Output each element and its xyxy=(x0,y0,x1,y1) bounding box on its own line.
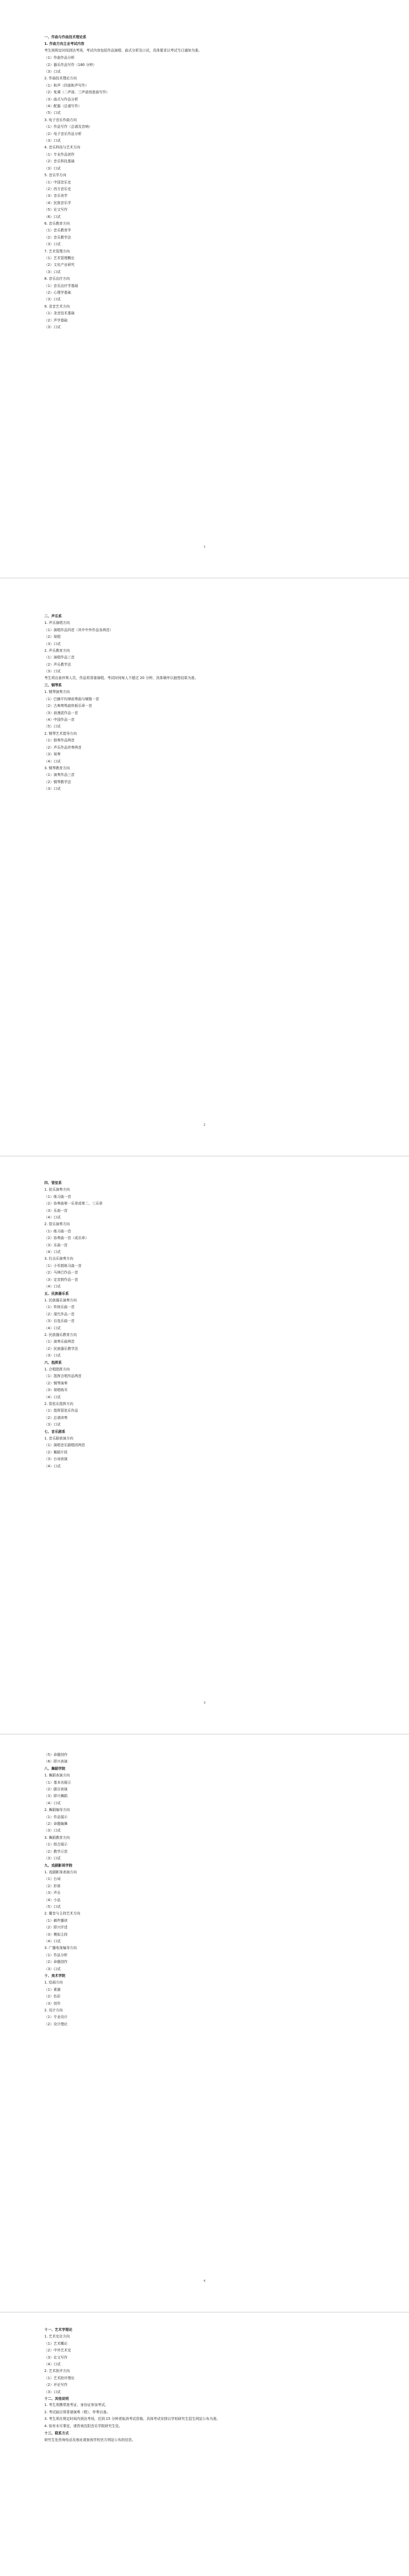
text-line: （3）口试 xyxy=(44,242,61,247)
page-number: 4 xyxy=(203,2279,206,2283)
text-line: （2）钢琴演奏 xyxy=(44,1381,68,1385)
text-line: （1）艺术管理概论 xyxy=(44,256,75,260)
text-line: （2）复调（二声部、三声部创意曲写作） xyxy=(44,90,110,95)
text-line: （1）音乐治疗学基础 xyxy=(44,283,78,288)
text-line: 2. 民族器乐教育方向 xyxy=(44,1332,77,1337)
text-line: （1）中国音乐史 xyxy=(44,180,71,184)
section-heading: 九、戏剧影视学院 xyxy=(44,1863,73,1868)
text-line: （3）口试 xyxy=(44,2389,61,2394)
text-line: （4）口试 xyxy=(44,1801,61,1805)
text-line: 1. 舞蹈表演方向 xyxy=(44,1773,70,1778)
text-line: （3）浪漫派作品一首 xyxy=(44,710,78,715)
text-line: （3）即兴舞蹈 xyxy=(44,1794,68,1799)
text-line: （4）口试 xyxy=(44,1284,61,1289)
text-line: （2）声乐作品伴奏两首 xyxy=(44,745,82,750)
text-line: 1. 音乐剧表演方向 xyxy=(44,1436,74,1441)
section-heading: 一、作曲与作曲技术理论系 xyxy=(44,35,87,39)
text-line: （4）中国作品一首 xyxy=(44,718,75,722)
text-line: 2. 舞蹈编导方向 xyxy=(44,1808,70,1812)
section-heading: 六、指挥系 xyxy=(44,1360,62,1365)
text-line: （1）演唱作品四首（其中中外作品各两首） xyxy=(44,628,113,632)
text-line: （4）口试 xyxy=(44,1395,61,1399)
page-content xyxy=(44,613,333,793)
text-line: 3. 钢琴教育方向 xyxy=(44,766,70,770)
text-line: （2）音乐教学法 xyxy=(44,235,71,240)
text-line: 2. 艺术批评方向 xyxy=(44,2369,70,2374)
text-line: 3. 打击乐演奏方向 xyxy=(44,1257,74,1261)
section-heading: 三、钢琴系 xyxy=(44,683,62,688)
text-line: （3）口试 xyxy=(44,166,61,171)
text-line: （2）电子音乐作品分析 xyxy=(44,131,82,136)
section-heading: 十一、艺术学理论 xyxy=(44,2328,73,2332)
section-heading: 四、管弦系 xyxy=(44,1181,62,1185)
text-line: （3）视奏 xyxy=(44,752,61,757)
text-line: （1）作品写作（总谱及音响） xyxy=(44,125,92,129)
text-line: （2）协奏曲第一乐章或第二、三乐章 xyxy=(44,1201,103,1206)
text-line: （1）专业作品创作 xyxy=(44,152,75,157)
text-line: （2）西方音乐史 xyxy=(44,187,71,191)
text-line: （3）口试 xyxy=(44,1967,61,1971)
text-line: （2）总谱读奏 xyxy=(44,1415,68,1420)
text-line: （3）自选乐曲一首 xyxy=(44,1319,75,1324)
text-line: （5）口试 xyxy=(44,111,61,115)
text-line: （2）协奏曲一首（或乐章） xyxy=(44,1236,89,1241)
text-line: 7. 艺术管理方向 xyxy=(44,249,70,253)
text-line: （6）即兴表演 xyxy=(44,1759,68,1764)
text-line: （2）剧目表演 xyxy=(44,1787,68,1792)
section-heading: 十、美术学院 xyxy=(44,1974,65,1978)
page-divider xyxy=(0,1734,409,1735)
text-line: （3）声乐 xyxy=(44,1891,61,1895)
text-line: （2）钢琴教学法 xyxy=(44,779,71,784)
text-line: （2）马林巴作品一首 xyxy=(44,1270,78,1275)
text-line: （1）指挥合唱作品两首 xyxy=(44,1374,82,1379)
text-line: （1）演奏乐曲两首 xyxy=(44,1340,75,1344)
text-line: 2. 设计方向 xyxy=(44,2008,63,2013)
text-line: （1）作品展示 xyxy=(44,1815,68,1819)
section-heading: 1. 作曲方向主业考试内容 xyxy=(44,42,84,46)
text-line: （2）设计理论 xyxy=(44,2022,68,2026)
text-line: （2）视唱 xyxy=(44,635,61,639)
text-line: （3）口试 xyxy=(44,70,61,74)
text-line: （1）录音技术基础 xyxy=(44,311,75,316)
text-line: （3）口试 xyxy=(44,139,61,143)
text-line: （2）评论写作 xyxy=(44,2383,68,2387)
text-line: （3）口试 xyxy=(44,787,61,791)
text-line: 2. 作曲技术理论方向 xyxy=(44,76,77,81)
text-line: （3）口试 xyxy=(44,641,61,646)
text-line: （3）视唱练耳 xyxy=(44,1388,68,1393)
text-line: （3）乐曲一首 xyxy=(44,1243,68,1247)
page-content xyxy=(44,34,333,331)
text-line: （3）口试 xyxy=(44,325,61,330)
text-line: （1）专业设计 xyxy=(44,2015,68,2020)
text-line: 1. 声乐演唱方向 xyxy=(44,621,70,625)
text-line: （1）音乐教育学 xyxy=(44,228,71,233)
text-line: （1）演奏作品三首 xyxy=(44,773,75,777)
text-line: 考生须自备伴奏人员，作品须背谱演唱。考试时间每人不超过 20 分钟，具体顺序以抽签结果为准。 xyxy=(44,675,198,680)
text-line: 2. 管乐演奏方向 xyxy=(44,1222,70,1227)
text-line: （4）口试 xyxy=(44,1464,61,1468)
text-line: （1）指挥管弦乐作品 xyxy=(44,1409,78,1413)
text-line: （1）台词 xyxy=(44,1877,61,1882)
text-line: （5）论文写作 xyxy=(44,208,68,212)
text-line: （2）教学示范 xyxy=(44,1849,68,1854)
text-line: （1）独奏作品两首 xyxy=(44,738,75,743)
text-line: 4. 如有未尽事宜，请咨询沈阳音乐学院研究生处。 xyxy=(44,2424,123,2428)
text-line: （3）口试 xyxy=(44,1353,61,1358)
text-line: （1）小军鼓练习曲一首 xyxy=(44,1263,82,1268)
text-line: 4. 音乐科技与艺术方向 xyxy=(44,145,80,150)
text-line: （2）心理学基础 xyxy=(44,291,71,295)
text-line: （1）演唱作品三首 xyxy=(44,655,75,660)
text-line: 1. 民族器乐演奏方向 xyxy=(44,1298,77,1302)
text-line: （2）形体 xyxy=(44,1884,61,1888)
text-line: 2. 钢琴艺术指导方向 xyxy=(44,731,77,736)
text-line: （1）艺术概论 xyxy=(44,2341,68,2346)
section-heading: 五、民族器乐系 xyxy=(44,1291,69,1296)
text-line: 1. 合唱指挥方向 xyxy=(44,1367,70,1371)
text-line: （1）基本功展示 xyxy=(44,1780,71,1785)
text-line: （1）巴赫平均律前奏曲与赋格一首 xyxy=(44,697,99,701)
text-line: 3. 电子音乐作曲方向 xyxy=(44,117,77,122)
text-line: 3. 舞蹈教育方向 xyxy=(44,1835,70,1840)
text-line: （3）口试 xyxy=(44,1856,61,1861)
text-line: （4）民族音乐学 xyxy=(44,200,71,205)
text-line: （2）现代作品一首 xyxy=(44,1312,75,1316)
text-line: （2）器乐作品写作（180 分钟） xyxy=(44,62,97,67)
text-line: （3）口试 xyxy=(44,269,61,274)
text-line: 2. 播音与主持艺术方向 xyxy=(44,1911,80,1916)
text-line: （3）模拟主持 xyxy=(44,1932,68,1937)
text-line: （2）即兴评述 xyxy=(44,1925,68,1930)
text-line: 5. 音乐学方向 xyxy=(44,173,66,178)
text-line: （4）口试 xyxy=(44,2362,61,2367)
text-line: （2）声学基础 xyxy=(44,318,68,323)
page-content xyxy=(44,1752,333,2028)
section-heading: 十三、联系方式 xyxy=(44,2431,69,2436)
text-line: （2）命题创作 xyxy=(44,1960,68,1964)
text-line: （1）练习曲一首 xyxy=(44,1229,71,1233)
page-divider xyxy=(0,1156,409,1157)
text-line: （1）作曲作品分析 xyxy=(44,56,75,60)
text-line: （3）创作 xyxy=(44,2001,61,2006)
section-heading: 二、声乐系 xyxy=(44,614,62,618)
text-line: （3）口试 xyxy=(44,297,61,302)
text-line: （4）口试 xyxy=(44,759,61,764)
text-line: （6）口试 xyxy=(44,214,61,219)
text-line: （1）和声（四部和声写作） xyxy=(44,83,89,88)
section-heading: 十二、其他说明 xyxy=(44,2397,69,2401)
text-line: 2. 管弦乐指挥方向 xyxy=(44,1402,74,1406)
text-line: 研究生处咨询电话及地址请查阅学校官方网站公布的信息。 xyxy=(44,2438,135,2443)
text-line: （3）口试 xyxy=(44,1422,61,1427)
text-line: （1）传统乐曲一首 xyxy=(44,1305,75,1310)
text-line: （2）色彩 xyxy=(44,1994,61,1999)
text-line: （1）练习曲一首 xyxy=(44,1194,71,1199)
text-line: 3. 广播电视编导方向 xyxy=(44,1946,77,1951)
text-line: （2）音乐科技基础 xyxy=(44,159,75,164)
text-line: （2）古典奏鸣曲快板乐章一首 xyxy=(44,704,92,708)
text-line: （4）口试 xyxy=(44,1939,61,1943)
text-line: （5）口试 xyxy=(44,1904,61,1909)
text-line: （1）作品分析 xyxy=(44,1953,68,1957)
text-line: （1）演唱音乐剧唱段两首 xyxy=(44,1443,86,1448)
page-number: 1 xyxy=(203,545,206,549)
text-line: （3）乐曲一首 xyxy=(44,1208,68,1213)
text-line: （2）文化产业研究 xyxy=(44,263,75,267)
text-line: 1. 戏剧影视表演方向 xyxy=(44,1870,77,1874)
text-line: 2. 声乐教育方向 xyxy=(44,649,70,653)
text-line: （4）配器（总谱写作） xyxy=(44,104,82,109)
section-heading: 八、舞蹈学院 xyxy=(44,1766,65,1771)
text-line: （5）命题创作 xyxy=(44,1753,68,1757)
text-line: （3）定音鼓作品一首 xyxy=(44,1277,78,1282)
text-line: （4）口试 xyxy=(44,1326,61,1330)
text-line: （3）口试 xyxy=(44,1828,61,1833)
section-heading: 七、音乐剧系 xyxy=(44,1429,65,1434)
page-number: 2 xyxy=(203,1123,206,1127)
text-line: 6. 音乐教育方向 xyxy=(44,221,70,226)
text-line: 1. 绘画方向 xyxy=(44,1980,63,1985)
text-line: （2）命题编舞 xyxy=(44,1822,68,1826)
text-line: （2）声乐教学法 xyxy=(44,662,71,667)
text-line: （2）中外艺术史 xyxy=(44,2348,71,2353)
text-line: 1. 钢琴演奏方向 xyxy=(44,690,70,694)
text-line: （2）民族器乐教学法 xyxy=(44,1346,78,1351)
text-line: （2）舞蹈片段 xyxy=(44,1450,68,1454)
text-line: （3）曲式与作品分析 xyxy=(44,97,78,101)
text-line: （3）口试 xyxy=(44,669,61,674)
page-divider xyxy=(0,2312,409,2313)
text-line: （5）口试 xyxy=(44,724,61,729)
text-line: （3）论文写作 xyxy=(44,2355,68,2360)
page-number: 3 xyxy=(203,1701,206,1705)
text-line: （1）组合展示 xyxy=(44,1842,68,1847)
text-line: 1. 考生须携带准考证、身份证参加考试。 xyxy=(44,2403,109,2408)
text-line: （3）台词表演 xyxy=(44,1457,68,1462)
page-divider xyxy=(0,578,409,579)
text-line: 1. 艺术史论方向 xyxy=(44,2334,70,2339)
text-line: （1）稿件播读 xyxy=(44,1918,68,1923)
text-line: （1）素描 xyxy=(44,1987,61,1992)
text-line: （4）口试 xyxy=(44,1215,61,1220)
text-line: 考生按规定时间到达考场，考试内容包括作品演唱、曲式分析及口试，具体要求以考试当日通知为准。 xyxy=(44,48,202,53)
text-line: 1. 弦乐演奏方向 xyxy=(44,1188,70,1192)
text-line: 3. 考生须在规定时间内到达考场，迟到 15 分钟者取消考试资格。具体考试安排以学校研究生招生网站公布为准。 xyxy=(44,2417,220,2421)
text-line: （4）口试 xyxy=(44,1250,61,1255)
text-line: 2. 考试曲目须背谱演奏（唱），伴奏自备。 xyxy=(44,2410,110,2414)
text-line: （1）艺术批评理论 xyxy=(44,2376,75,2380)
text-line: 8. 音乐治疗方向 xyxy=(44,277,70,281)
text-line: （3）音乐美学 xyxy=(44,194,68,198)
text-line: （4）小品 xyxy=(44,1897,61,1902)
page-content xyxy=(44,1180,333,1470)
page-content xyxy=(44,2327,333,2444)
text-line: 9. 录音艺术方向 xyxy=(44,304,70,309)
